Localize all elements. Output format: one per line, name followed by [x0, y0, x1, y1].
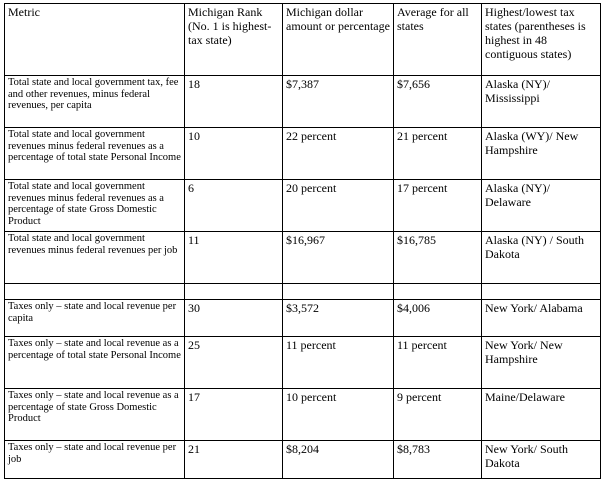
rank-cell: 10: [185, 128, 283, 180]
michigan-value-cell: 22 percent: [283, 128, 394, 180]
metric-cell: Total state and local government revenues minus federal revenues per job: [5, 232, 185, 284]
metric-cell: Total state and local government revenues minus federal revenues as a percentage of state Gross Domestic Product: [5, 180, 185, 232]
average-value-cell: 21 percent: [394, 128, 482, 180]
states-cell: Maine/Delaware: [482, 389, 601, 441]
average-value-cell: 11 percent: [394, 337, 482, 389]
header-michigan-amount: Michigan dollar amount or percentage: [283, 4, 394, 76]
average-value-cell: $16,785: [394, 232, 482, 284]
average-value-cell: 17 percent: [394, 180, 482, 232]
metric-cell: Taxes only – state and local revenue as a percentage of state Gross Domestic Product: [5, 389, 185, 441]
rank-cell: 18: [185, 76, 283, 128]
spacer-cell: [185, 284, 283, 300]
metric-cell: Taxes only – state and local revenue as a percentage of total state Personal Income: [5, 337, 185, 389]
michigan-value-cell: $8,204: [283, 441, 394, 479]
header-row: [5, 4, 601, 76]
table-row: [5, 300, 601, 337]
metric-cell: Taxes only – state and local revenue per capita: [5, 300, 185, 337]
table-row: [5, 389, 601, 441]
states-cell: Alaska (WY)/ New Hampshire: [482, 128, 601, 180]
states-cell: New York/ Alabama: [482, 300, 601, 337]
average-value-cell: $4,006: [394, 300, 482, 337]
table-row: [5, 232, 601, 284]
michigan-value-cell: 10 percent: [283, 389, 394, 441]
states-cell: New York/ New Hampshire: [482, 337, 601, 389]
average-value-cell: 9 percent: [394, 389, 482, 441]
spacer-cell: [482, 284, 601, 300]
table-row: [5, 337, 601, 389]
metric-cell: Total state and local government revenues minus federal revenues as a percentage of total state Personal Income: [5, 128, 185, 180]
tax-comparison-table: [4, 3, 601, 479]
header-michigan-rank: Michigan Rank (No. 1 is highest-tax state): [185, 4, 283, 76]
metric-cell: Taxes only – state and local revenue per job: [5, 441, 185, 479]
header-average: Average for all states: [394, 4, 482, 76]
average-value-cell: $7,656: [394, 76, 482, 128]
michigan-value-cell: $3,572: [283, 300, 394, 337]
metric-cell: Total state and local government tax, fee and other revenues, minus federal revenues, per capita: [5, 76, 185, 128]
header-high-low-states: Highest/lowest tax states (parentheses is highest in 48 contiguous states): [482, 4, 601, 76]
header-metric: Metric: [5, 4, 185, 76]
michigan-value-cell: $16,967: [283, 232, 394, 284]
michigan-value-cell: $7,387: [283, 76, 394, 128]
rank-cell: 17: [185, 389, 283, 441]
spacer-row: [5, 284, 601, 300]
spacer-cell: [5, 284, 185, 300]
states-cell: New York/ South Dakota: [482, 441, 601, 479]
spacer-cell: [394, 284, 482, 300]
states-cell: Alaska (NY)/ Delaware: [482, 180, 601, 232]
states-cell: Alaska (NY)/ Mississippi: [482, 76, 601, 128]
table-row: [5, 180, 601, 232]
table-row: [5, 441, 601, 479]
states-cell: Alaska (NY) / South Dakota: [482, 232, 601, 284]
rank-cell: 21: [185, 441, 283, 479]
rank-cell: 25: [185, 337, 283, 389]
michigan-value-cell: 11 percent: [283, 337, 394, 389]
rank-cell: 30: [185, 300, 283, 337]
rank-cell: 6: [185, 180, 283, 232]
average-value-cell: $8,783: [394, 441, 482, 479]
rank-cell: 11: [185, 232, 283, 284]
table-row: [5, 76, 601, 128]
michigan-value-cell: 20 percent: [283, 180, 394, 232]
spacer-cell: [283, 284, 394, 300]
table-row: [5, 128, 601, 180]
